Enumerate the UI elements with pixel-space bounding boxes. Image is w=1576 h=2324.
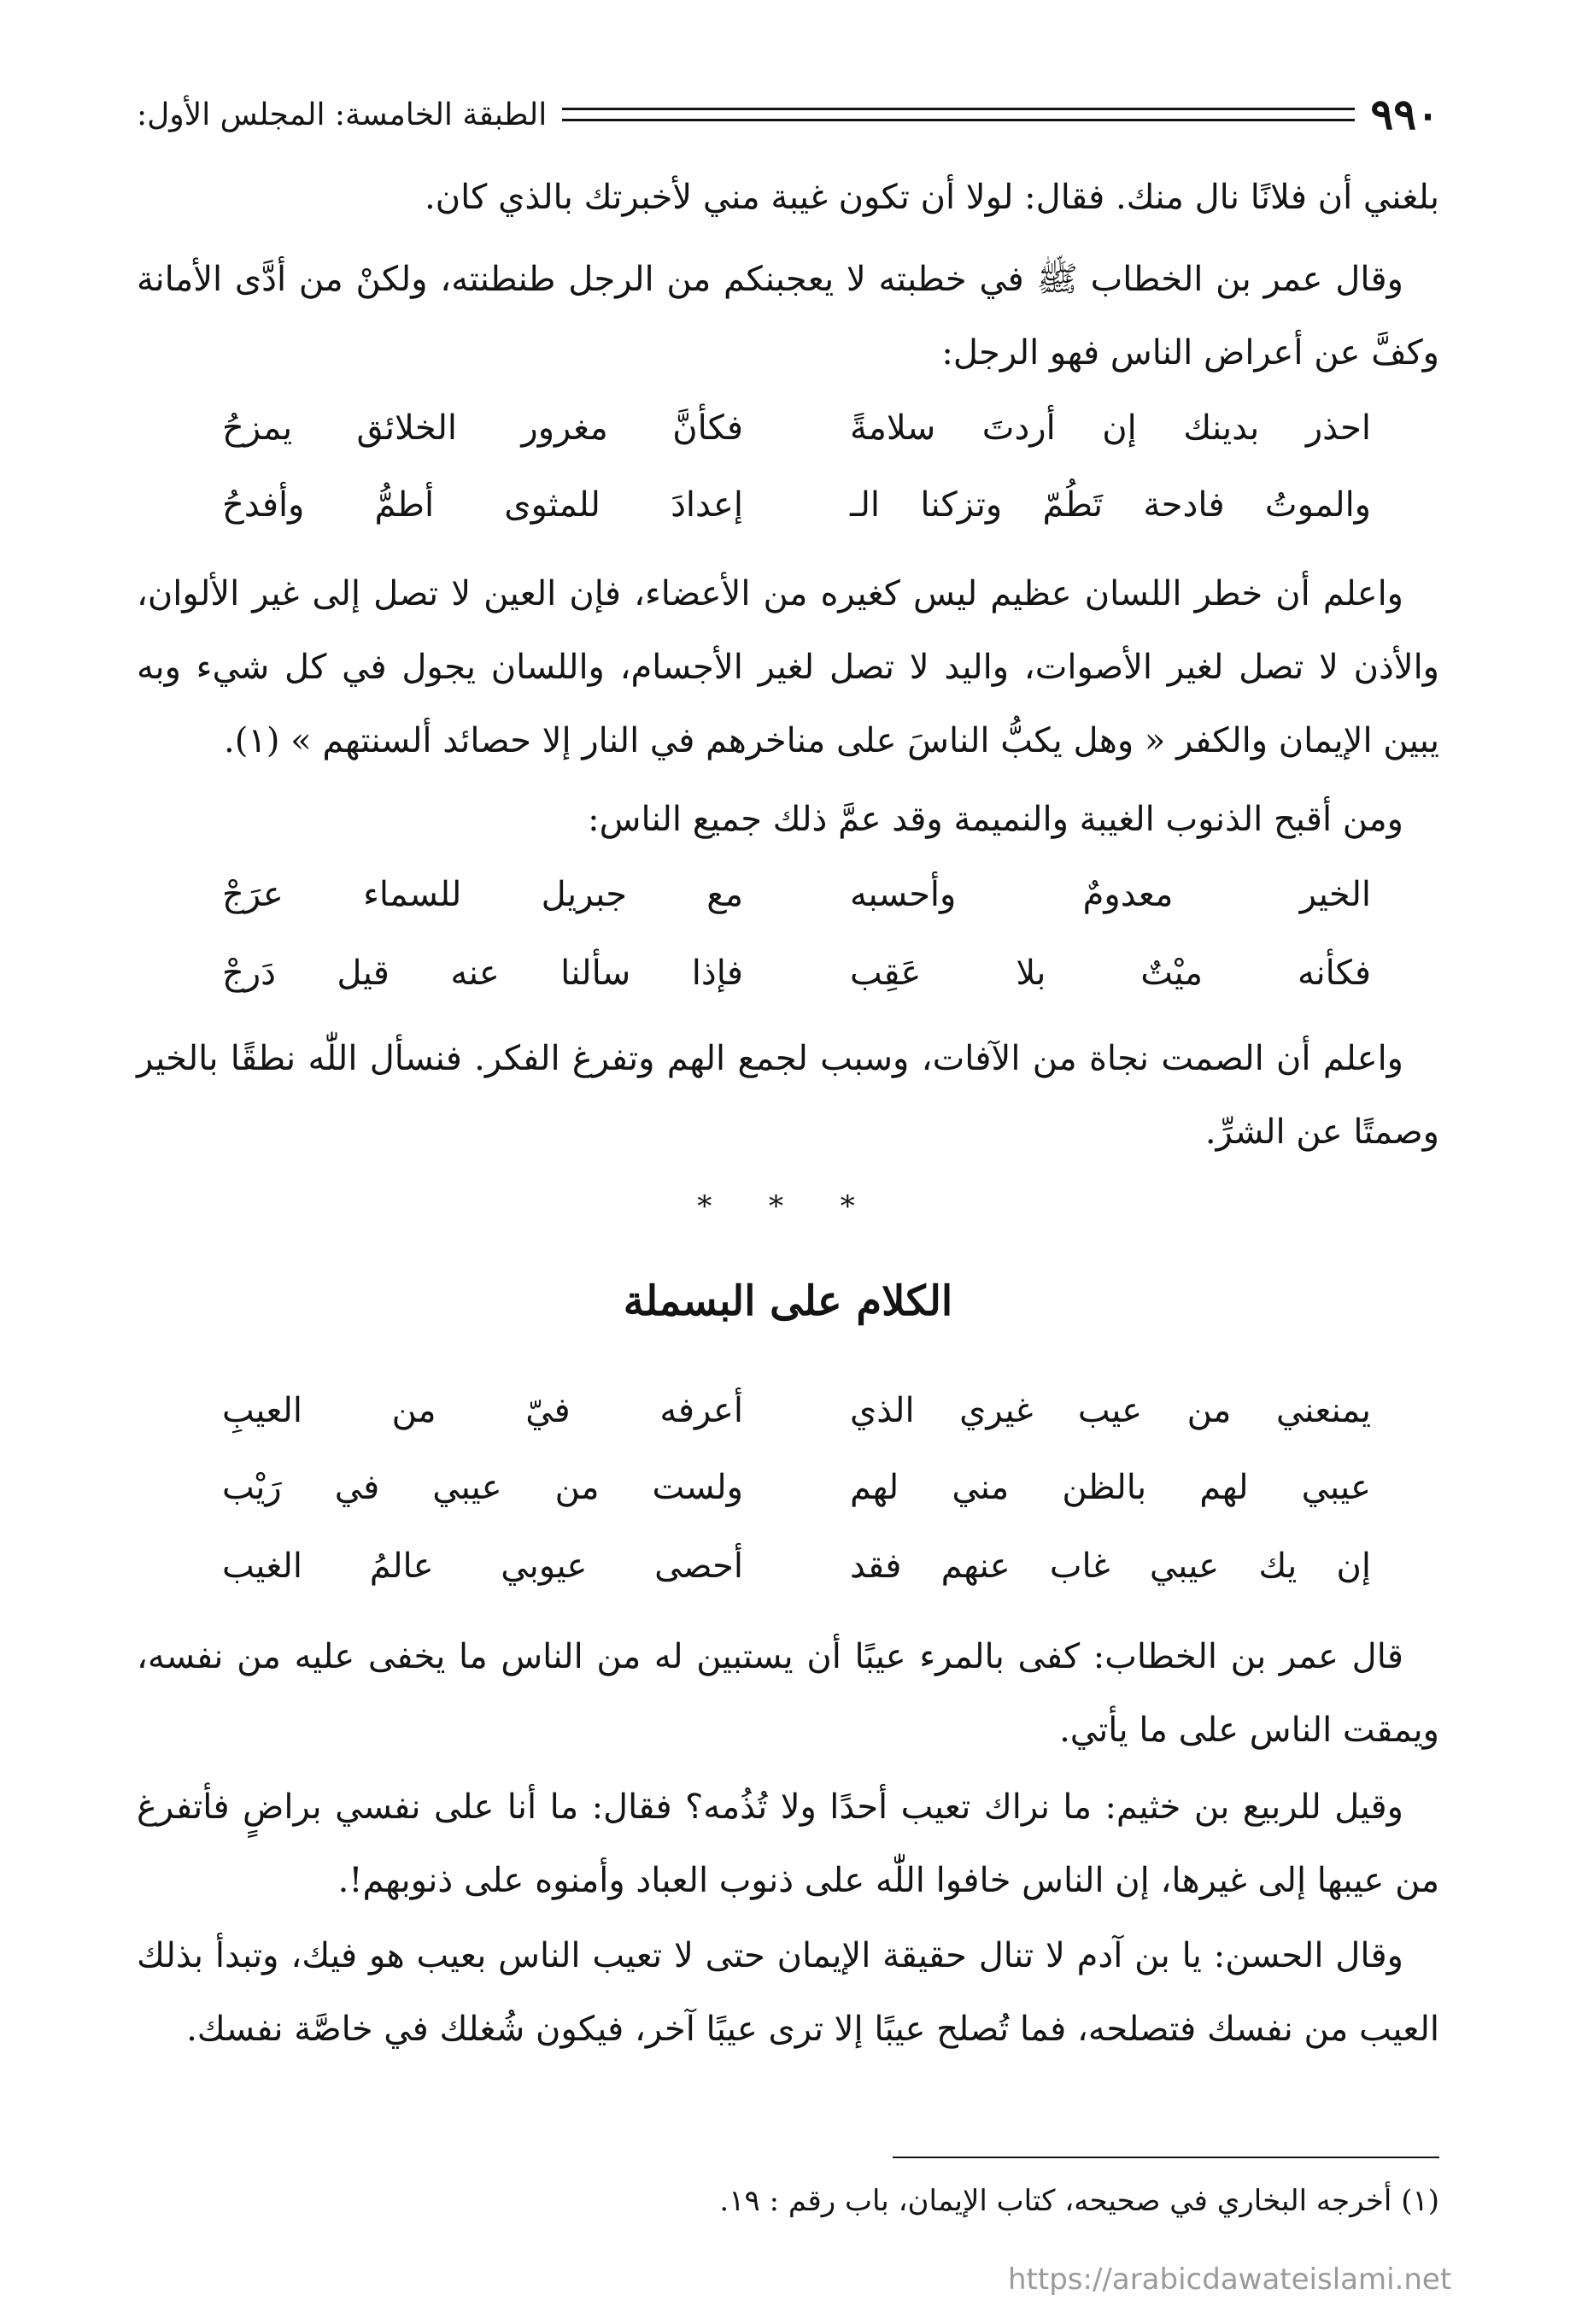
page-number: ٩٩٠: [1370, 89, 1439, 139]
paragraph-7: وقيل للربيع بن خثيم: ما نراك تعيب أحدًا ولا تُذُمه؟ فقال: ما أنا على نفسي براضٍ فأتفرغ من عيبها إلى غيرها، إن الناس خافوا اللّٰه على ذنوب العباد وأمنوه على ذنوبهم!.: [137, 1787, 1439, 1900]
verse-second-hemistich: فكأنَّ مغرور الخلائق يمزحُ: [222, 408, 743, 448]
paragraph-3: واعلم أن خطر اللسان عظيم ليس كغيره من الأعضاء، فإن العين لا تصل إلى غير الألوان، والأذن لا تصل لغير الأصوات، واليد لا تصل لغير الأجسام، واللسان يجول في كل شيء وبه يبين الإيمان والكفر « وهل يكبُّ الناسَ على مناخرهم في النار إلا حصائد ألسنتهم » (١).: [137, 574, 1439, 760]
verse-first-hemistich: والموتُ فادحة تَطُمّ وتزكنا الـ: [850, 485, 1371, 525]
verse-line: [222, 391, 1371, 465]
verse-second-hemistich: ولست من عيبي في رَيْب: [222, 1468, 743, 1507]
paragraph-4: ومن أقبح الذنوب الغيبة والنميمة وقد عمَّ ذلك جميع الناس:: [588, 800, 1403, 839]
verse-first-hemistich: الخير معدومٌ وأحسبه: [850, 875, 1371, 914]
paragraph-8: وقال الحسن: يا بن آدم لا تنال حقيقة الإيمان حتى لا تعيب الناس بعيب هو فيك، وتبدأ بذلك العيب من نفسك فتصلحه، فما تُصلح عيبًا إلا ترى عيبًا آخر، فيكون شُغلك في خاصَّة نفسك.: [137, 1936, 1439, 2049]
verse-line: [222, 936, 1371, 1010]
page-header: [137, 89, 1439, 140]
verse-line: [222, 1451, 1371, 1524]
watermark-url: https://arabicdawateislami.net: [1008, 2262, 1452, 2297]
verse-first-hemistich: فكأنه ميْتٌ بلا عَقِب: [850, 954, 1371, 993]
verse-first-hemistich: يمنعني من عيب غيري الذي: [850, 1391, 1371, 1430]
paragraph-5: واعلم أن الصمت نجاة من الآفات، وسبب لجمع الهم وتفرغ الفكر. فنسأل اللّٰه نطقًا بالخير وصمتًا عن الشرِّ.: [137, 1039, 1439, 1152]
verse-line: [222, 468, 1371, 542]
verse-first-hemistich: إن يك عيبي غاب عنهم فقد: [850, 1546, 1371, 1586]
verse-second-hemistich: فإذا سألنا عنه قيل دَرجْ: [222, 954, 743, 993]
header-rule: [562, 108, 1355, 121]
footnote: (١) أخرجه البخاري في صحيحه، كتاب الإيمان، باب رقم : ١٩.: [719, 2184, 1439, 2218]
paragraph-2: وقال عمر بن الخطاب ﷺ في خطبته لا يعجبنكم من الرجل طنطنته، ولكنْ من أدَّى الأمانة وكفَّ عن أعراض الناس فهو الرجل:: [137, 260, 1439, 373]
section-heading: الكلام على البسملة: [623, 1277, 953, 1325]
paragraph-1: بلغني أن فلانًا نال منك. فقال: لولا أن تكون غيبة مني لأخبرتك بالذي كان.: [425, 178, 1439, 217]
running-title: الطبقة الخامسة: المجلس الأول:: [137, 97, 548, 132]
footnote-rule: [893, 2157, 1439, 2158]
section-separator: * * *: [697, 1189, 879, 1224]
verse-second-hemistich: إعدادَ للمثوى أطمُّ وأفدحُ: [222, 485, 743, 525]
verse-second-hemistich: مع جبريل للسماء عرَجْ: [222, 875, 743, 914]
paragraph-6: قال عمر بن الخطاب: كفى بالمرء عيبًا أن يستبين له من الناس ما يخفى عليه من نفسه، ويمقت الناس على ما يأتي.: [137, 1637, 1439, 1750]
verse-line: [222, 858, 1371, 931]
verse-first-hemistich: عيبي لهم بالظن مني لهم: [850, 1468, 1371, 1507]
verse-line: [222, 1529, 1371, 1603]
verse-first-hemistich: احذر بدينك إن أردتَ سلامةً: [850, 408, 1371, 448]
verse-second-hemistich: أعرفه فيّ من العيبِ: [222, 1391, 743, 1430]
verse-line: [222, 1374, 1371, 1447]
verse-second-hemistich: أحصى عيوبي عالمُ الغيب: [222, 1546, 743, 1586]
